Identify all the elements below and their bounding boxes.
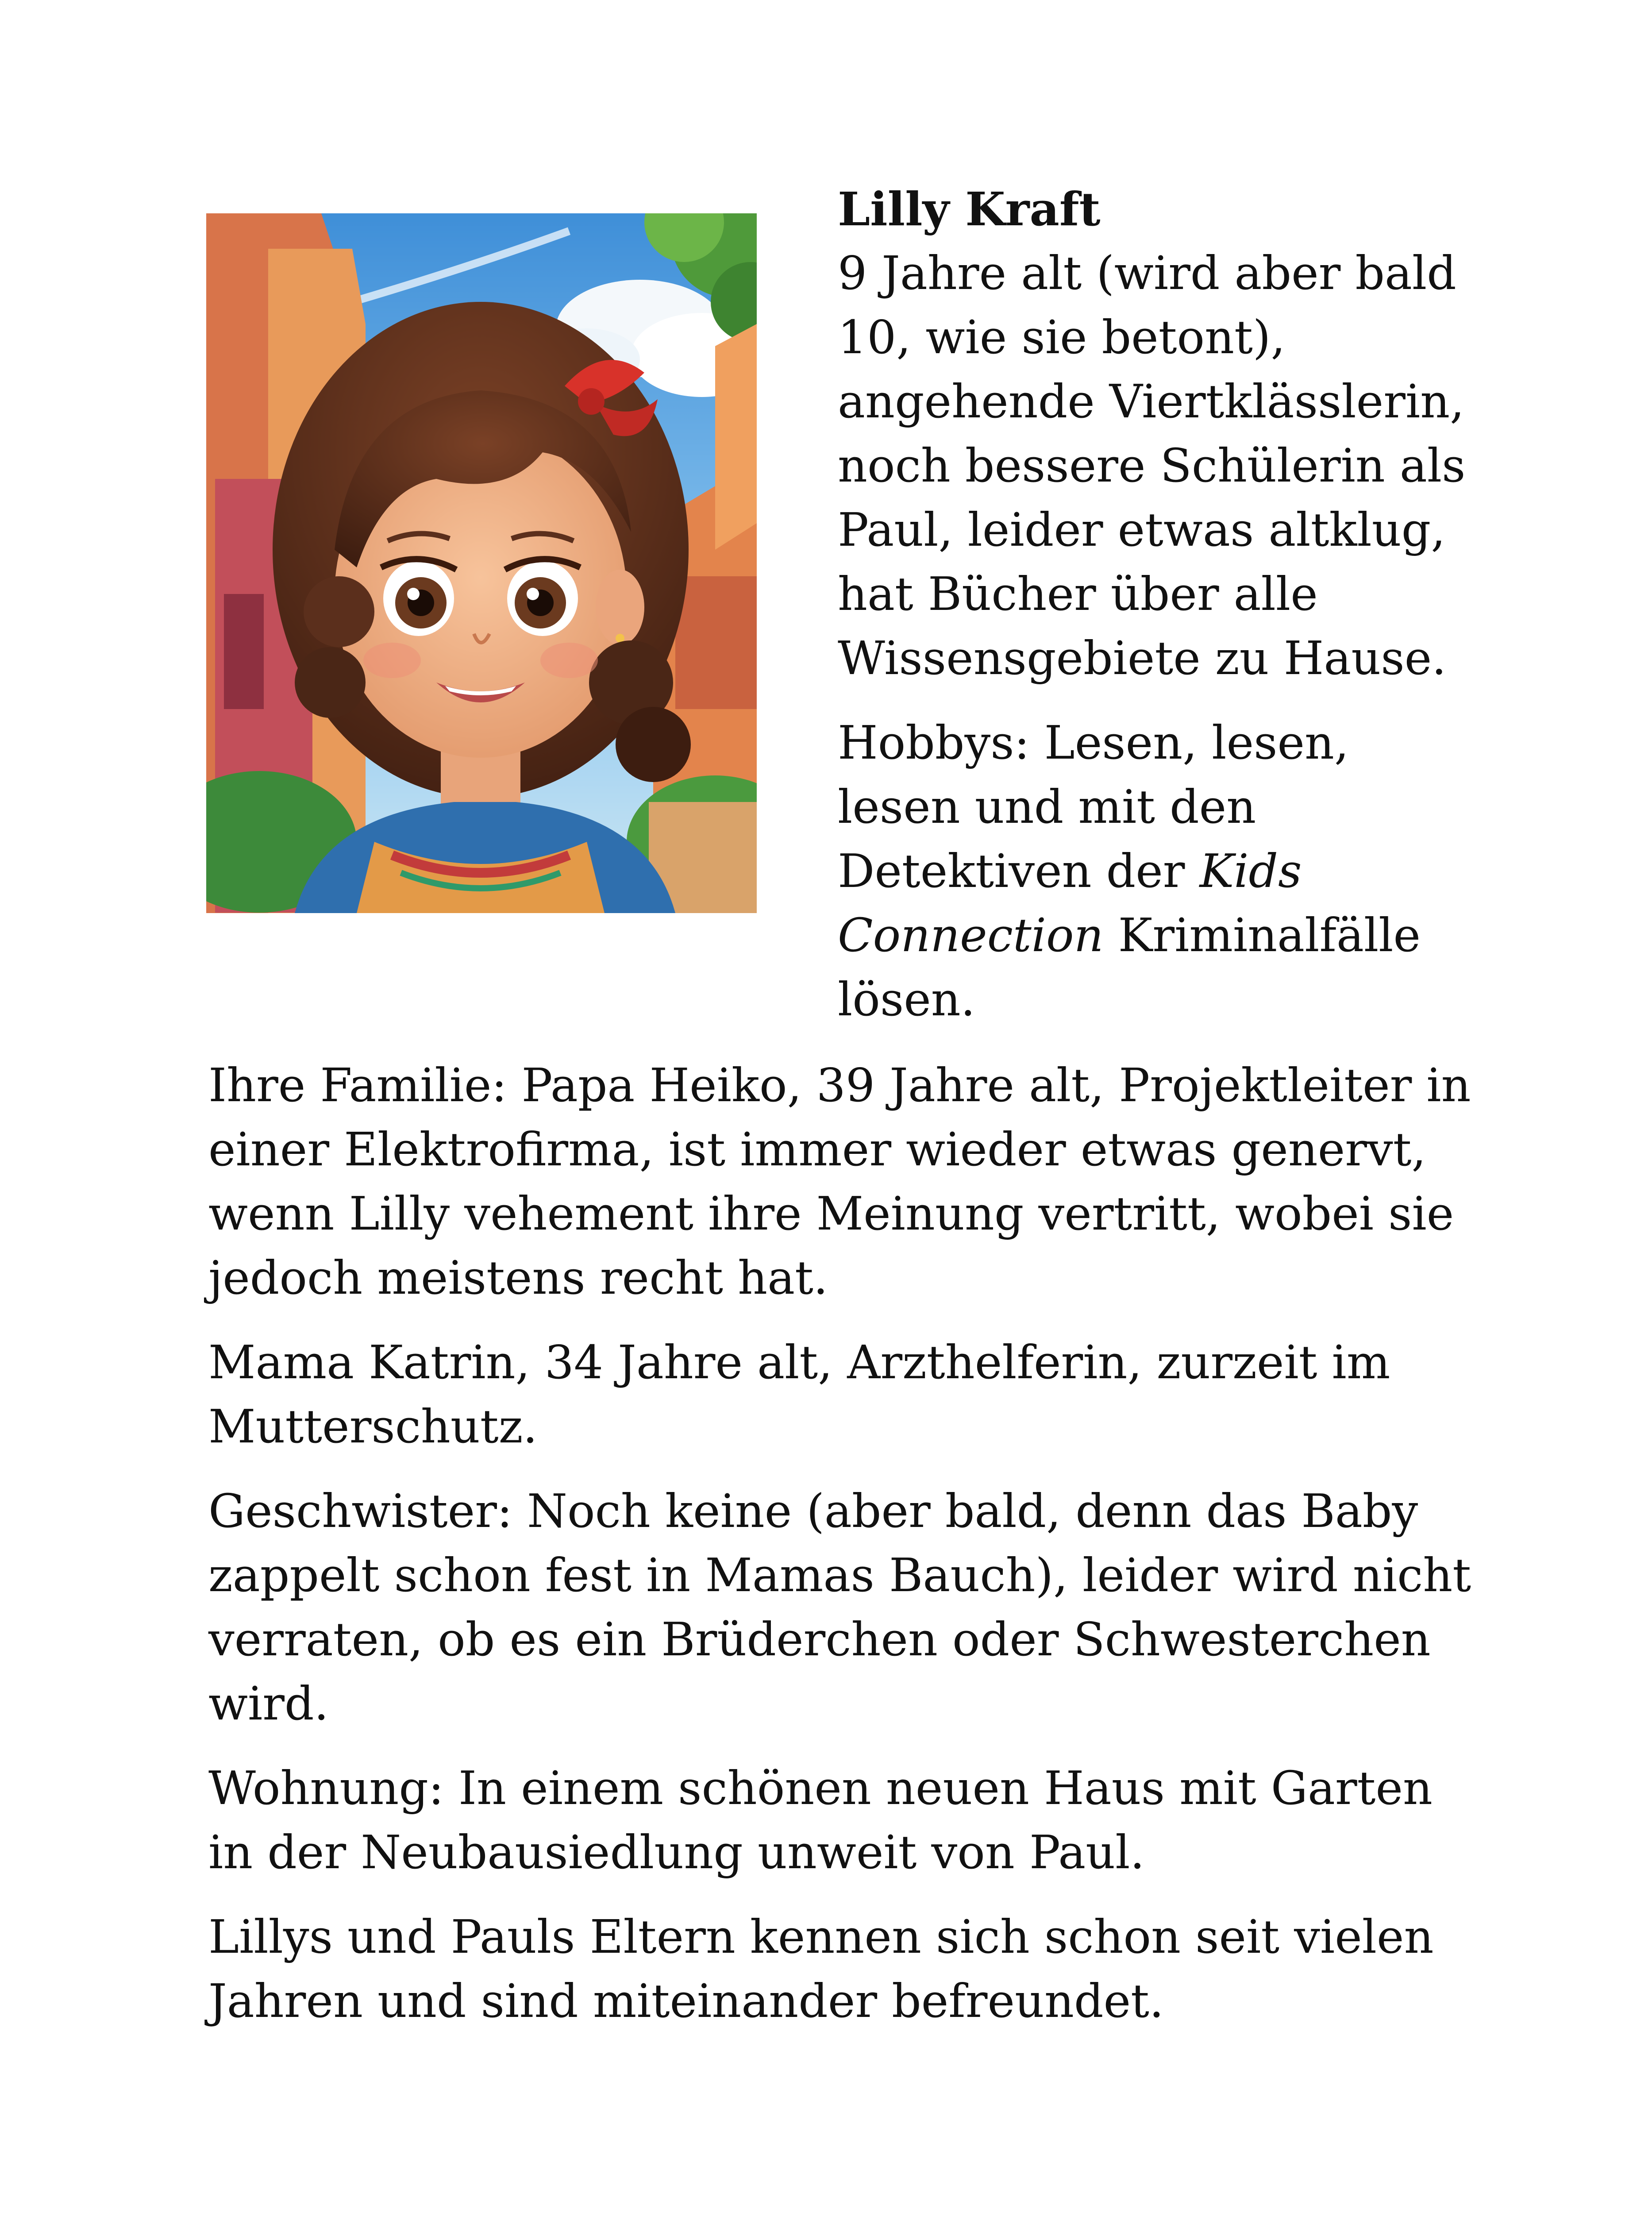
mother-paragraph: Mama Katrin, 34 Jahre alt, Arzthelferin, zurzeit im Mutterschutz. [208,1335,1390,1453]
parents-paragraph: Lillys und Pauls Eltern kennen sich schon seit vielen Jahren und sind miteinander befreundet. [208,1910,1434,2028]
character-name: Lilly Kraft [838,182,1101,236]
character-details [208,1053,1474,2054]
family-paragraph: Ihre Familie: Papa Heiko, 39 Jahre alt, Projektleiter in einer Elektrofirma, ist immer wieder etwas genervt, wenn Lilly vehement ihre Meinung vertritt, wobei sie jedoch meistens recht hat. [208,1058,1471,1305]
hobbies-paragraph [838,711,1466,1032]
lilly-portrait-illustration [206,213,757,913]
character-description: 9 Jahre alt (wird aber bald 10, wie sie betont), angehende Viertklässlerin, noch bessere Schülerin als Paul, leider etwas altklug, hat Bücher über alle Wissensgebiete zu Hause. [838,246,1466,685]
home-paragraph: Wohnung: In einem schönen neuen Haus mit Garten in der Neubausiedlung unweit von Paul. [208,1761,1433,1879]
character-summary [838,177,1466,1052]
summary-intro [838,177,1466,690]
hobbies-text: Hobbys: Lesen, lesen, lesen und mit den Detektiven der [838,716,1349,898]
hobbies-italic-title: Kids Connection [838,844,1302,962]
siblings-paragraph: Geschwister: Noch keine (aber bald, denn das Baby zappelt schon fest in Mamas Bauch), leider wird nicht verraten, ob es ein Brüderchen oder Schwesterchen wird. [208,1484,1471,1731]
hobbies-text-end: Kriminalfälle lösen. [838,908,1421,1026]
